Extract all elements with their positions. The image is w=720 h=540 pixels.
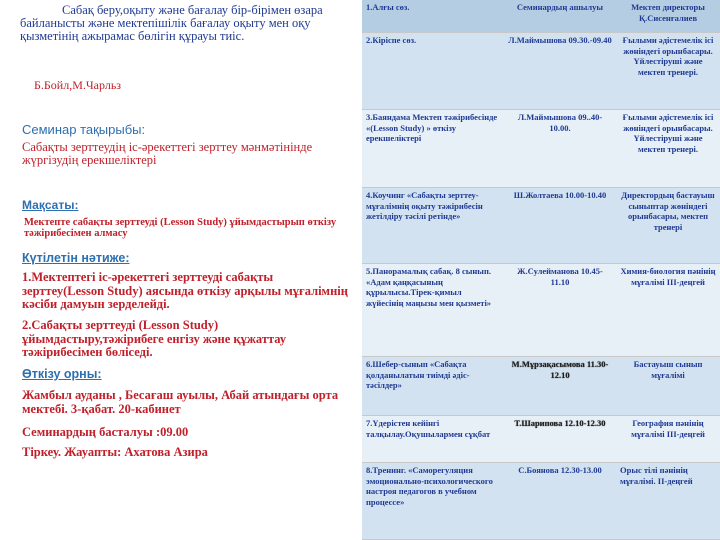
program-item: 8.Тренинг. «Саморегуляция эмоционально-психологического настроя педагогов в учебном процессе» xyxy=(366,465,493,507)
speaker-role: Химия-биология пәнінің мұғалімі ІІІ-деңгей xyxy=(620,266,716,287)
speaker-role: Мектеп директоры Қ.Сисенғалиев xyxy=(631,2,705,23)
program-item: 6.Шебер-сынып «Сабақта қолданылатын тиімді әдіс-тәсілдер» xyxy=(366,359,470,390)
speaker-role: География пәнінің мұғалімі ІІІ-деңгей xyxy=(631,418,705,439)
registration-info: Тіркеу. Жауапты: Ахатова Азира xyxy=(22,445,208,459)
table-row xyxy=(362,0,720,33)
program-item: 3.Баяндама Мектеп тәжірибесінде «(Lesson Study) » өткізу ерекшеліктері xyxy=(366,112,498,143)
speaker-role: Орыс тілі пәнінің мұғалімі. ІІ-деңгей xyxy=(620,465,693,486)
speaker-time: М.Мұрзақасымова 11.30-12.10 xyxy=(511,359,609,380)
venue-text: Жамбыл ауданы , Бесағаш ауылы, Абай атындағы орта мектебі. 3-қабат. 20-кабинет xyxy=(22,388,339,416)
table-row xyxy=(362,357,720,416)
table-row xyxy=(362,33,720,110)
table-row xyxy=(362,264,720,357)
speaker-time: Т.Шарипова 12.10-12.30 xyxy=(514,418,606,428)
table-row xyxy=(362,416,720,463)
speaker-time: Ж.Сулейманова 10.45-11.10 xyxy=(517,266,603,287)
speaker-time: С.Боянова 12.30-13.00 xyxy=(518,465,602,475)
expected-result-1: 1.Мектептегі іс-әрекеттегі зерттеуді сабақты зерттеу(Lesson Study) аясында өткізу арқылы мұғалімнің кәсіби дамуын зерделейді. xyxy=(22,270,348,311)
speaker-time: Л.Маймышова 09.30.-09.40 xyxy=(508,35,612,45)
speaker-role: Бастауыш сынып мұғалімі xyxy=(633,359,703,380)
table-row xyxy=(362,110,720,188)
speaker-time: Ш.Жолтаева 10.00-10.40 xyxy=(513,190,607,200)
speaker-role: Ғылыми әдістемелік ісі жөніндегі орынбасары. Үйлестіруші және мектеп тренері. xyxy=(622,35,714,77)
seminar-topic-heading: Семинар тақырыбы: xyxy=(22,122,146,137)
quote-author: Б.Бойл,М.Чарльз xyxy=(34,78,122,92)
speaker-role: Директордың бастауыш сыныптар жөніндегі орынбасары, мектеп тренері xyxy=(621,190,715,232)
aim-heading: Мақсаты: xyxy=(22,198,79,212)
table-row xyxy=(362,188,720,264)
venue-heading: Өткізу орны: xyxy=(22,367,102,381)
program-item: 4.Коучинг «Сабақты зерттеу- мұғалімнің оқыту тәжірибесін жетілдіру тәсілі ретінде» xyxy=(366,190,483,221)
program-item: 1.Алғы сөз. xyxy=(366,2,410,12)
aim-text: Мектепте сабақты зерттеуді (Lesson Study) ұйымдастырып өткізу тәжірибесімен алмасу xyxy=(24,217,337,239)
seminar-start-time: Семинардың басталуы :09.00 xyxy=(22,425,189,439)
speaker-time: Семинардың ашылуы xyxy=(516,2,604,12)
seminar-topic-text: Сабақты зерттеудің іс-әрекеттегі зерттеу мәнмәтінінде жүргізудің ерекшеліктері xyxy=(22,140,313,167)
table-row xyxy=(362,463,720,540)
program-item: 7.Үдерістен кейінгі талқылау.Оқушылармен сұқбат xyxy=(366,418,491,439)
speaker-role: Ғылыми әдістемелік ісі жөніндегі орынбасары. Үйлестіруші және мектеп тренері. xyxy=(622,112,714,154)
expected-result-heading: Күтілетін нәтиже: xyxy=(22,251,130,265)
schedule-table xyxy=(362,0,720,540)
speaker-time: Л.Маймышова 09..40-10.00. xyxy=(517,112,603,133)
program-item: 5.Панорамалық сабақ. 8 сынып. «Адам қаңқасының құрылысы.Тірек-қимыл жүйесінің маңызы мен қызметі» xyxy=(366,266,492,308)
expected-result-2: 2.Сабақты зерттеуді (Lesson Study) ұйымдастыру,тәжірибеге енгізу және құжаттау тәжірибесімен бөліседі. xyxy=(22,318,287,359)
program-item: 2.Кіріспе сөз. xyxy=(366,35,417,45)
epigraph-quote: Сабақ беру,оқыту және бағалау бір-бірімен өзара байланысты және мектепішілік бағалау оқыту мен оқу қызметінің ажырамас бөлігін құрауы тиіс. xyxy=(20,3,323,43)
